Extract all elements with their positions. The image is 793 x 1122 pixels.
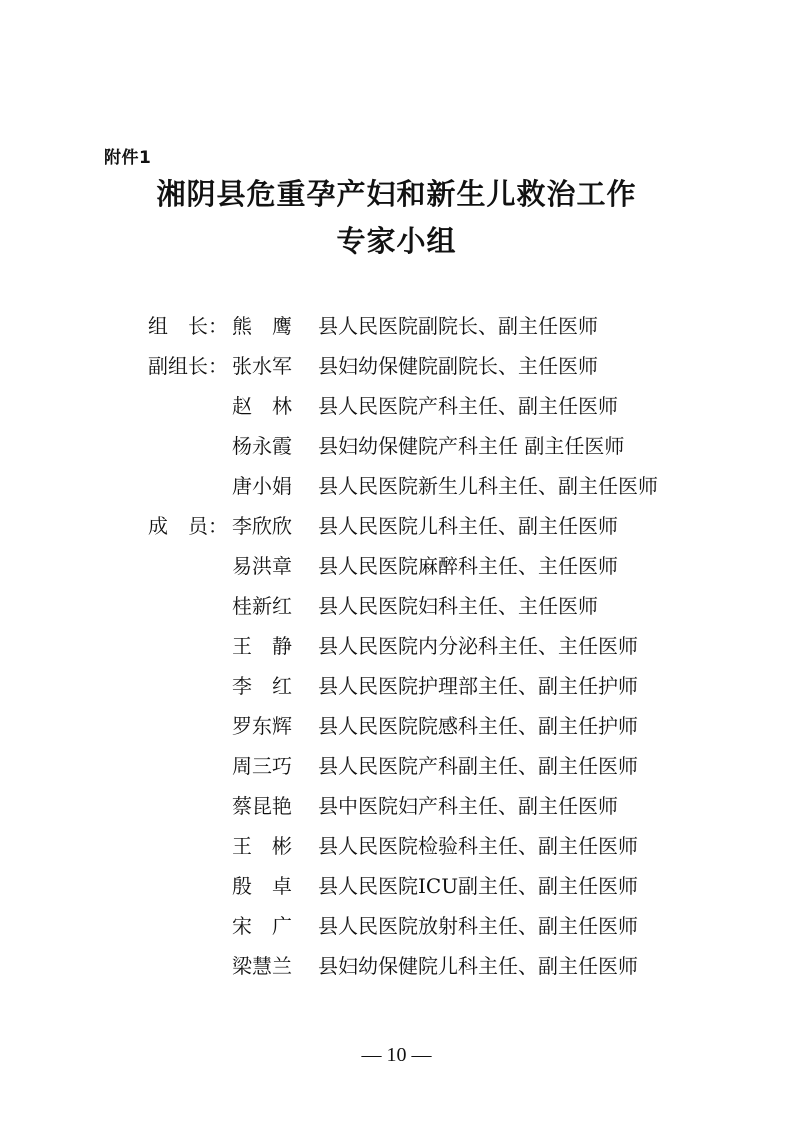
document-title-line-2: 专家小组 [336,224,457,258]
member-description: 县人民医院副院长、副主任医师 [318,314,598,338]
page-number: — 10 — [361,1044,432,1066]
member-name: 王 彬 [232,834,292,858]
member-description: 县人民医院内分泌科主任、主任医师 [318,634,638,658]
attachment-label: 附件1 [104,148,152,168]
member-description: 县人民医院放射科主任、副主任医师 [318,914,638,938]
member-name: 罗东辉 [232,714,292,738]
member-name: 熊 鹰 [232,314,292,338]
member-name: 桂新红 [232,594,292,618]
member-description: 县人民医院ICU副主任、副主任医师 [318,874,639,898]
member-description: 县妇幼保健院产科主任 副主任医师 [318,434,625,458]
member-role: 组 长： [148,314,228,338]
member-description: 县人民医院产科主任、副主任医师 [318,394,618,418]
member-description: 县人民医院产科副主任、副主任医师 [318,754,638,778]
member-description: 县人民医院儿科主任、副主任医师 [318,514,618,538]
member-description: 县人民医院护理部主任、副主任护师 [318,674,638,698]
member-name: 宋 广 [232,914,292,938]
member-description: 县人民医院院感科主任、副主任护师 [318,714,638,738]
member-role: 副组长： [148,354,228,378]
member-name: 赵 林 [232,394,292,418]
member-name: 王 静 [232,634,292,658]
member-name: 唐小娟 [232,474,292,498]
member-description: 县妇幼保健院儿科主任、副主任医师 [318,954,638,978]
member-role: 成 员： [148,514,228,538]
member-description: 县妇幼保健院副院长、主任医师 [318,354,598,378]
member-description: 县人民医院麻醉科主任、主任医师 [318,554,618,578]
member-description: 县人民医院妇科主任、主任医师 [318,594,598,618]
member-name: 周三巧 [232,754,292,778]
member-name: 蔡昆艳 [232,794,292,818]
member-description: 县人民医院新生儿科主任、副主任医师 [318,474,658,498]
member-name: 易洪章 [232,554,292,578]
member-name: 殷 卓 [232,874,292,898]
member-description: 县中医院妇产科主任、副主任医师 [318,794,618,818]
member-name: 张水军 [232,354,292,378]
member-name: 李 红 [232,674,292,698]
member-name: 梁慧兰 [232,954,292,978]
document-title-line-1: 湘阴县危重孕产妇和新生儿救治工作 [156,177,637,211]
member-name: 李欣欣 [232,514,292,538]
member-name: 杨永霞 [232,434,292,458]
member-description: 县人民医院检验科主任、副主任医师 [318,834,638,858]
